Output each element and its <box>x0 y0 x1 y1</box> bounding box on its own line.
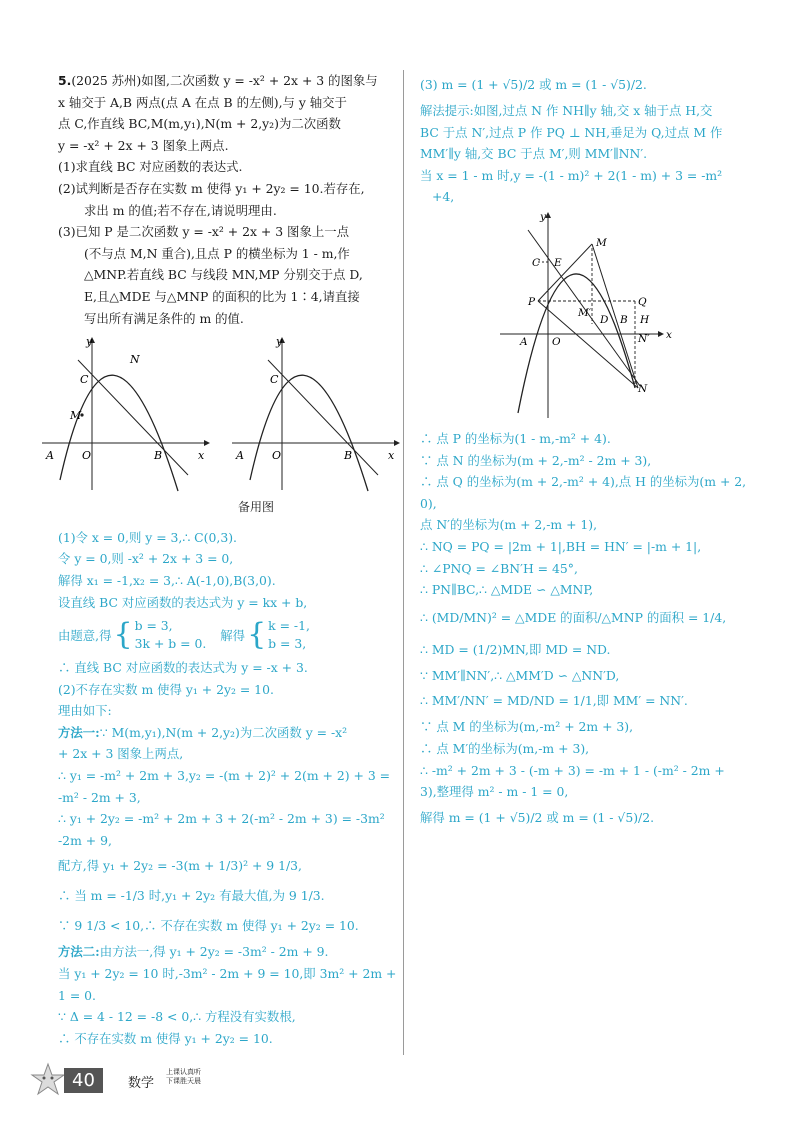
ans-line: ∴ 不存在实数 m 使得 y₁ + 2y₂ = 10. <box>58 1030 273 1046</box>
ans-line: ∴ ∠PNQ = ∠BN′H = 45°, <box>420 560 578 576</box>
ans-line: 点 N′的坐标为(m + 2,-m + 1), <box>420 517 598 533</box>
hint-line: BC 于点 N′,过点 P 作 PQ ⊥ NH,垂足为 Q,过点 M 作 <box>420 124 723 140</box>
ans-line: ∵ 点 M 的坐标为(m,-m² + 2m + 3), <box>420 719 634 735</box>
label-x-2: x <box>388 449 395 463</box>
ans-line: ∴ MM′/NN′ = MD/ND = 1/1,即 MM′ = NN′. <box>420 693 688 709</box>
sol-label-H: H <box>640 313 650 326</box>
part-3: (3)已知 P 是二次函数 y = -x² + 2x + 3 图象上一点 <box>58 224 350 240</box>
ans-line: 1 = 0. <box>58 987 96 1003</box>
ans-line: ∵ 点 N 的坐标为(m + 2,-m² - 2m + 3), <box>420 452 652 468</box>
ans-line: ∴ y₁ = -m² + 2m + 3,y₂ = -(m + 2)² + 2(m + 2) + 3 = <box>58 768 391 784</box>
part-1: (1)求直线 BC 对应函数的表达式. <box>58 159 243 175</box>
hint-line: 解法提示:如图,过点 N 作 NH∥y 轴,交 x 轴于点 H,交 <box>420 103 713 118</box>
sol-label-B: B <box>620 313 628 326</box>
sol-label-C: C <box>532 256 541 269</box>
page-footer <box>30 1062 220 1102</box>
sol-label-N: N <box>638 382 648 395</box>
ans-line: 当 y₁ + 2y₂ = 10 时,-3m² - 2m + 9 = 10,即 3m² + 2m + <box>58 966 397 982</box>
label-C-2: C <box>270 373 279 387</box>
ans-line: ∴ 点 Q 的坐标为(m + 2,-m² + 4),点 H 的坐标为(m + 2, <box>420 474 747 490</box>
ans-line: ∴ 点 M′的坐标为(m,-m + 3), <box>420 740 590 756</box>
ans-line: ∴ -m² + 2m + 3 - (-m + 3) = -m + 1 - (-m² - 2m + <box>420 762 725 778</box>
ans-line: ∵ 9 1/3 < 10,∴ 不存在实数 m 使得 y₁ + 2y₂ = 10. <box>58 918 359 934</box>
ans-line: ∴ PN∥BC,∴ △MDE ∽ △MNP, <box>420 582 594 598</box>
sol-label-E: E <box>554 256 562 269</box>
ans-line: 0), <box>420 495 437 511</box>
hint-line: +4, <box>432 189 455 205</box>
ans-line: ∵ MM′∥NN′,∴ △MM′D ∽ △NN′D, <box>420 667 620 683</box>
ans-line: 解得 x₁ = -1,x₂ = 3,∴ A(-1,0),B(3,0). <box>58 572 276 588</box>
page-number: 40 <box>64 1068 103 1093</box>
method-1-label: 方法一: <box>58 724 100 740</box>
parabola-figures-svg <box>46 335 398 495</box>
right-column <box>420 70 750 833</box>
hint-line: 当 x = 1 - m 时,y = -(1 - m)² + 2(1 - m) + 3 = -m² <box>420 167 723 183</box>
sol-label-D: D <box>600 313 609 326</box>
part-2-cont: 求出 m 的值;若不存在,请说明理由. <box>84 202 277 218</box>
ans-line: -m² - 2m + 3, <box>58 789 141 805</box>
ans-line: ∴ 当 m = -1/3 时,y₁ + 2y₂ 有最大值,为 9 1/3. <box>58 888 325 904</box>
ans-line: ∴ (MD/MN)² = △MDE 的面积/△MNP 的面积 = 1/4, <box>420 609 727 625</box>
subject-label: 数学 <box>128 1076 155 1091</box>
solution-figure-svg <box>420 208 750 428</box>
figure-caption: 备用图 <box>238 500 275 515</box>
ans-line: + 2x + 3 图象上两点, <box>58 746 184 762</box>
sol-label-M: M <box>596 236 607 249</box>
figure-main <box>42 335 210 491</box>
ans-line: ∴ 点 P 的坐标为(1 - m,-m² + 4). <box>420 430 611 446</box>
column-divider <box>403 70 404 1055</box>
label-O: O <box>82 449 92 463</box>
question-figures <box>46 335 398 495</box>
sol-label-Nprime: N′ <box>638 332 650 345</box>
label-B: B <box>154 449 163 463</box>
ans-line: 配方,得 y₁ + 2y₂ = -3(m + 1/3)² + 9 1/3, <box>58 858 303 874</box>
label-C: C <box>80 373 89 387</box>
slogan: 上课认真听 下课胜天晨 <box>166 1068 201 1085</box>
ans-line: (1)令 x = 0,则 y = 3,∴ C(0,3). <box>58 529 237 545</box>
ans-line: 令 y = 0,则 -x² + 2x + 3 = 0, <box>58 551 234 567</box>
method-1-line: 方法一:∵ M(m,y₁),N(m + 2,y₂)为二次函数 y = -x² <box>58 724 348 740</box>
part-3-answer: (3) m = (1 + √5)/2 或 m = (1 - √5)/2. <box>420 77 647 92</box>
ans-line: 解得 m = (1 + √5)/2 或 m = (1 - √5)/2. <box>420 809 655 825</box>
sol-label-O: O <box>552 335 561 348</box>
ans-line: 理由如下: <box>58 703 112 719</box>
question-number: 5. <box>58 73 72 88</box>
ans-line: ∴ 直线 BC 对应函数的表达式为 y = -x + 3. <box>58 660 308 676</box>
ans-line: 设直线 BC 对应函数的表达式为 y = kx + b, <box>58 594 308 610</box>
sol-label-y: y <box>540 210 546 223</box>
question-line-1: 5.(2025 苏州)如图,二次函数 y = -x² + 2x + 3 的图象与 <box>58 73 378 88</box>
ans-line: 3),整理得 m² - m - 1 = 0, <box>420 784 569 800</box>
ans-line: ∵ Δ = 4 - 12 = -8 < 0,∴ 方程没有实数根, <box>58 1009 296 1025</box>
part-2: (2)试判断是否存在实数 m 使得 y₁ + 2y₂ = 10.若存在, <box>58 180 365 196</box>
sol-label-Mprime: M′ <box>578 306 592 319</box>
solution-figure <box>420 208 750 428</box>
ans-line: ∴ NQ = PQ = |2m + 1|,BH = HN′ = |-m + 1|, <box>420 538 702 554</box>
ans-line: -2m + 9, <box>58 832 112 848</box>
method-2-label: 方法二: <box>58 944 100 960</box>
hint-line: MM′∥y 轴,交 BC 于点 M′,则 MM′∥NN′. <box>420 146 648 162</box>
label-M: M <box>70 409 82 423</box>
label-O-2: O <box>272 449 282 463</box>
label-N: N <box>130 353 140 367</box>
sol-label-Q: Q <box>638 295 647 308</box>
part-3-cont-2: △MNP.若直线 BC 与线段 MN,MP 分别交于点 D, <box>84 267 363 283</box>
sol-label-A: A <box>520 335 528 348</box>
figure-backup <box>232 335 400 491</box>
sol-label-x: x <box>666 328 672 341</box>
label-A-2: A <box>236 449 244 463</box>
left-column <box>46 70 398 1049</box>
ans-line: ∴ MD = (1/2)MN,即 MD = ND. <box>420 641 611 657</box>
ans-line: ∴ y₁ + 2y₂ = -m² + 2m + 3 + 2(-m² - 2m + 3) = -3m² <box>58 811 385 827</box>
equation-system: 由题意,得 { b = 3, 3k + b = 0. 解得 { k = -1, b = 3, <box>58 617 310 653</box>
label-x: x <box>198 449 205 463</box>
part-3-cont-4: 写出所有满足条件的 m 的值. <box>84 310 244 326</box>
part-3-cont-1: (不与点 M,N 重合),且点 P 的横坐标为 1 - m,作 <box>84 245 350 261</box>
sol-label-P: P <box>528 295 536 308</box>
question-line-2: x 轴交于 A,B 两点(点 A 在点 B 的左侧),与 y 轴交于 <box>58 94 347 110</box>
label-y: y <box>86 335 93 349</box>
part-3-cont-3: E,且△MDE 与△MNP 的面积的比为 1∶4,请直接 <box>84 288 360 304</box>
label-B-2: B <box>344 449 353 463</box>
ans-line: (2)不存在实数 m 使得 y₁ + 2y₂ = 10. <box>58 681 274 697</box>
question-line-4: y = -x² + 2x + 3 图象上两点. <box>58 137 229 153</box>
method-2-line: 方法二:由方法一,得 y₁ + 2y₂ = -3m² - 2m + 9. <box>58 944 329 960</box>
star-mascot-icon <box>30 1062 66 1098</box>
question-line-3: 点 C,作直线 BC,M(m,y₁),N(m + 2,y₂)为二次函数 <box>58 116 341 132</box>
answer-left <box>58 527 398 1050</box>
label-A: A <box>46 449 54 463</box>
label-y-2: y <box>276 335 283 349</box>
